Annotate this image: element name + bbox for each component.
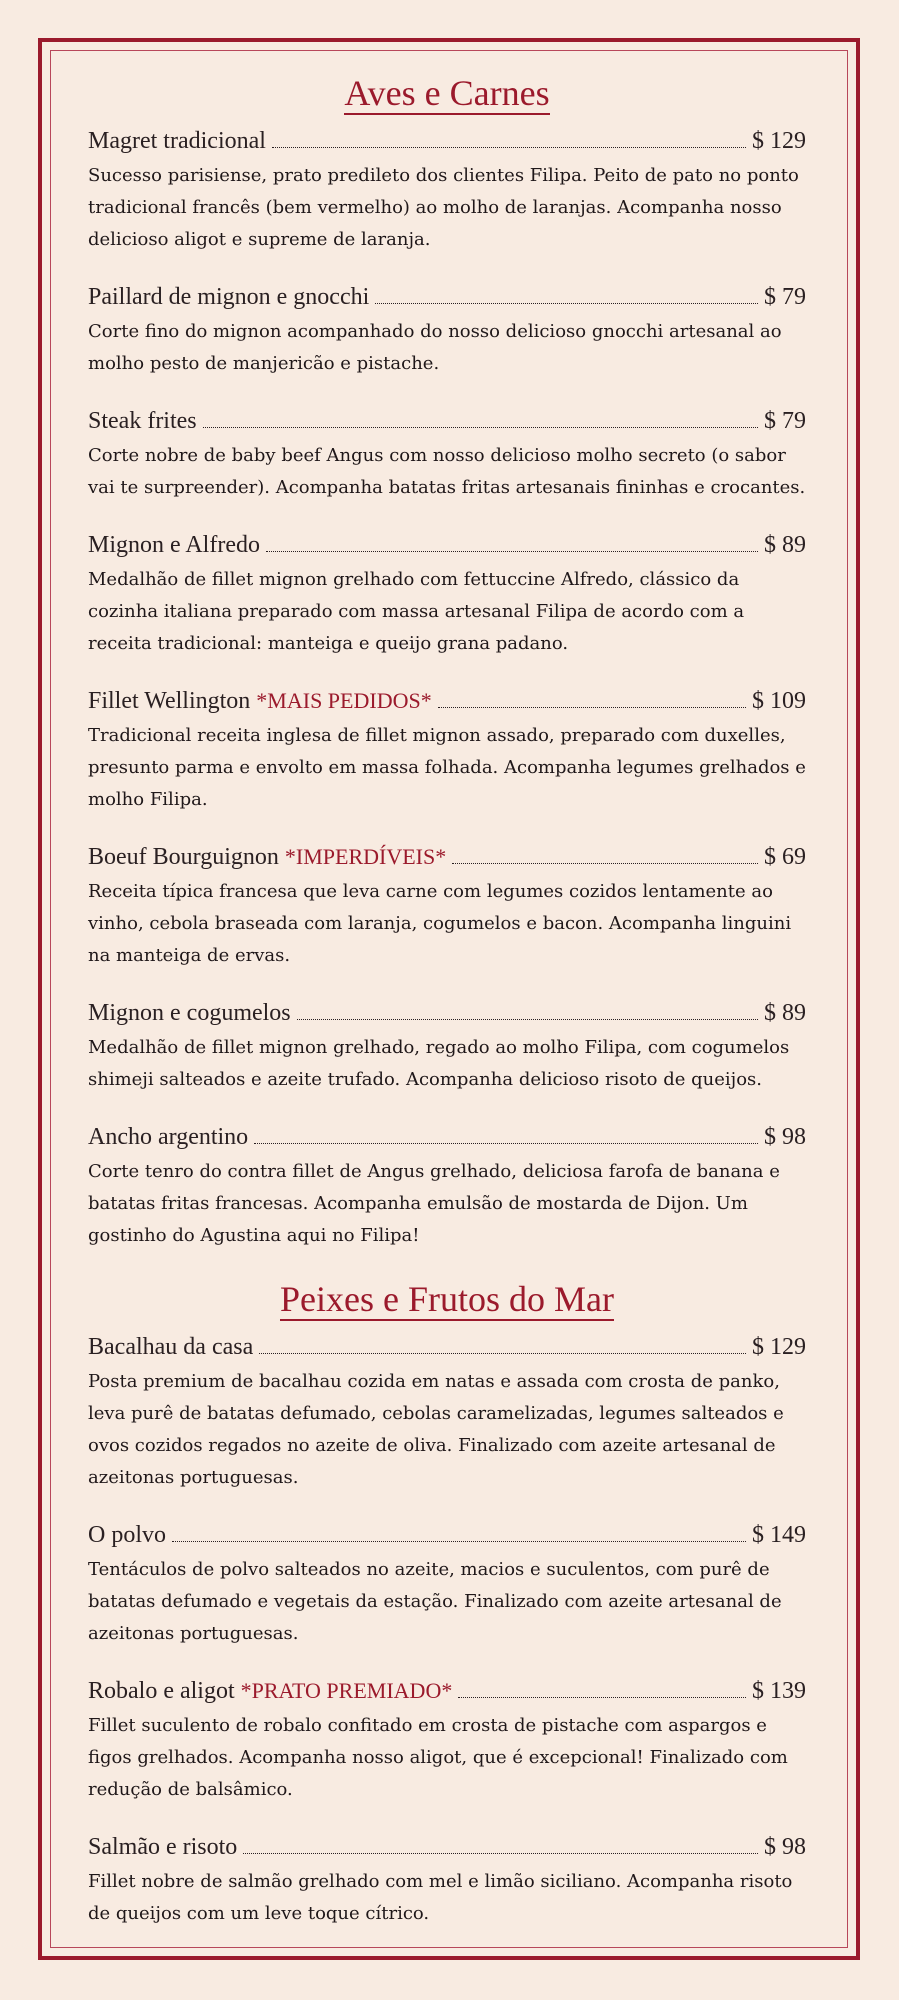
menu-content <box>88 68 806 1952</box>
dotted-leader <box>266 550 758 552</box>
menu-item-name: Ancho argentino <box>88 1124 249 1150</box>
menu-item-description: Medalhão de fillet mignon grelhado, regado ao molho Filipa, com cogumelos shimeji salteados e azeite trufado. Acompanha delicioso risoto de queijos. <box>88 1037 790 1090</box>
section-title <box>88 68 806 118</box>
menu-item <box>88 1828 806 1930</box>
dotted-leader <box>297 1018 758 1020</box>
menu-item <box>88 402 806 504</box>
menu-item-header <box>88 1516 806 1554</box>
menu-item-price: $ 79 <box>764 408 806 434</box>
dotted-leader <box>172 1540 746 1542</box>
menu-item-description: Tentáculos de polvo salteados no azeite, macios e suculentos, com purê de batatas defumado e vegetais da estação. Finalizado com azeite artesanal de azeitonas portuguesas. <box>88 1559 782 1644</box>
menu-item <box>88 838 806 972</box>
menu-item <box>88 994 806 1096</box>
menu-item-description: Sucesso parisiense, prato predileto dos clientes Filipa. Peito de pato no ponto tradicional francês (bem vermelho) ao molho de laranjas. Acompanha nosso delicioso aligot e supreme de laranja. <box>88 165 799 250</box>
menu-item-description: Receita típica francesa que leva carne com legumes cozidos lentamente ao vinho, cebola braseada com laranja, cogumelos e bacon. Acompanha linguini na manteiga de ervas. <box>88 881 792 966</box>
menu-item-price: $ 129 <box>752 1334 806 1360</box>
menu-item-header <box>88 402 806 440</box>
menu-item-description: Posta premium de bacalhau cozida em natas e assada com crosta de panko, leva purê de batatas defumado, cebolas caramelizadas, legumes salteados e ovos cozidos regados no azeite de oliva. Finalizado com azeite artesanal de azeitonas portuguesas. <box>88 1371 784 1488</box>
menu-item <box>88 1328 806 1494</box>
menu-item-price: $ 139 <box>752 1678 806 1704</box>
dotted-leader <box>375 302 758 304</box>
menu-item-name: Boeuf Bourguignon <box>88 844 279 870</box>
menu-item-description: Corte tenro do contra fillet de Angus grelhado, deliciosa farofa de banana e batatas fritas francesas. Acompanha emulsão de mostarda de Dijon. Um gostinho do Agustina aqui no Filipa! <box>88 1161 780 1246</box>
menu-item-name: Paillard de mignon e gnocchi <box>88 284 370 310</box>
dotted-leader <box>452 862 758 864</box>
dotted-leader <box>254 1142 758 1144</box>
section-title <box>88 1274 806 1324</box>
menu-item-description: Fillet suculento de robalo confitado em crosta de pistache com aspargos e figos grelhados. Acompanha nosso aligot, que é excepcional! Finalizado com redução de balsâmico. <box>88 1715 788 1800</box>
menu-item-header <box>88 526 806 564</box>
menu-item-name: Mignon e Alfredo <box>88 532 260 558</box>
menu-item-name: O polvo <box>88 1522 166 1548</box>
menu-item-name: Bacalhau da casa <box>88 1334 254 1360</box>
menu-item-description: Tradicional receita inglesa de fillet mignon assado, preparado com duxelles, presunto parma e envolto em massa folhada. Acompanha legumes grelhados e molho Filipa. <box>88 725 806 810</box>
menu-item-description: Medalhão de fillet mignon grelhado com fettuccine Alfredo, clássico da cozinha italiana preparado com massa artesanal Filipa de acordo com a receita tradicional: manteiga e queijo grana padano. <box>88 569 745 654</box>
menu-item <box>88 526 806 660</box>
menu-item-header <box>88 682 806 720</box>
menu-item-tag: *PRATO PREMIADO* <box>240 1678 453 1703</box>
dotted-leader <box>259 1352 746 1354</box>
menu-item <box>88 122 806 256</box>
menu-item-header <box>88 1328 806 1366</box>
menu-item-tag: *IMPERDÍVEIS* <box>284 844 447 869</box>
menu-item-description: Corte nobre de baby beef Angus com nosso delicioso molho secreto (o sabor vai te surpreender). Acompanha batatas fritas artesanais fininhas e crocantes. <box>88 445 806 498</box>
menu-item-header <box>88 1118 806 1156</box>
menu-item-name: Steak frites <box>88 408 197 434</box>
menu-item-price: $ 69 <box>764 844 806 870</box>
menu-item-name: Robalo e aligot <box>88 1678 235 1704</box>
menu-item-price: $ 149 <box>752 1522 806 1548</box>
menu-item-price: $ 89 <box>764 532 806 558</box>
menu-item-header <box>88 278 806 316</box>
menu-item-header <box>88 1672 806 1710</box>
menu-item <box>88 682 806 816</box>
dotted-leader <box>203 426 758 428</box>
menu-item-price: $ 129 <box>752 128 806 154</box>
menu-item-price: $ 79 <box>764 284 806 310</box>
menu-item-header <box>88 994 806 1032</box>
dotted-leader <box>243 1852 758 1854</box>
menu-item-name: Salmão e risoto <box>88 1834 238 1860</box>
menu-item-price: $ 109 <box>752 688 806 714</box>
dotted-leader <box>272 146 746 148</box>
menu-item <box>88 1516 806 1650</box>
menu-item-price: $ 98 <box>764 1124 806 1150</box>
menu-item-price: $ 89 <box>764 1000 806 1026</box>
menu-item-header <box>88 122 806 160</box>
dotted-leader <box>458 1696 746 1698</box>
menu-item <box>88 278 806 380</box>
menu-item <box>88 1672 806 1806</box>
menu-item-description: Corte fino do mignon acompanhado do nosso delicioso gnocchi artesanal ao molho pesto de manjericão e pistache. <box>88 321 782 374</box>
section-title-text: Peixes e Frutos do Mar <box>280 1279 614 1319</box>
dotted-leader <box>438 706 746 708</box>
section-title-text: Aves e Carnes <box>344 73 550 113</box>
menu-item-header <box>88 838 806 876</box>
menu-item-name: Mignon e cogumelos <box>88 1000 291 1026</box>
menu-item-price: $ 98 <box>764 1834 806 1860</box>
menu-item-description: Fillet nobre de salmão grelhado com mel e limão siciliano. Acompanha risoto de queijos com um leve toque cítrico. <box>88 1871 793 1924</box>
menu-item-name: Magret tradicional <box>88 128 266 154</box>
menu-item-tag: *MAIS PEDIDOS* <box>256 688 432 713</box>
menu-item <box>88 1118 806 1252</box>
menu-item-header <box>88 1828 806 1866</box>
menu-item-name: Fillet Wellington <box>88 688 251 714</box>
